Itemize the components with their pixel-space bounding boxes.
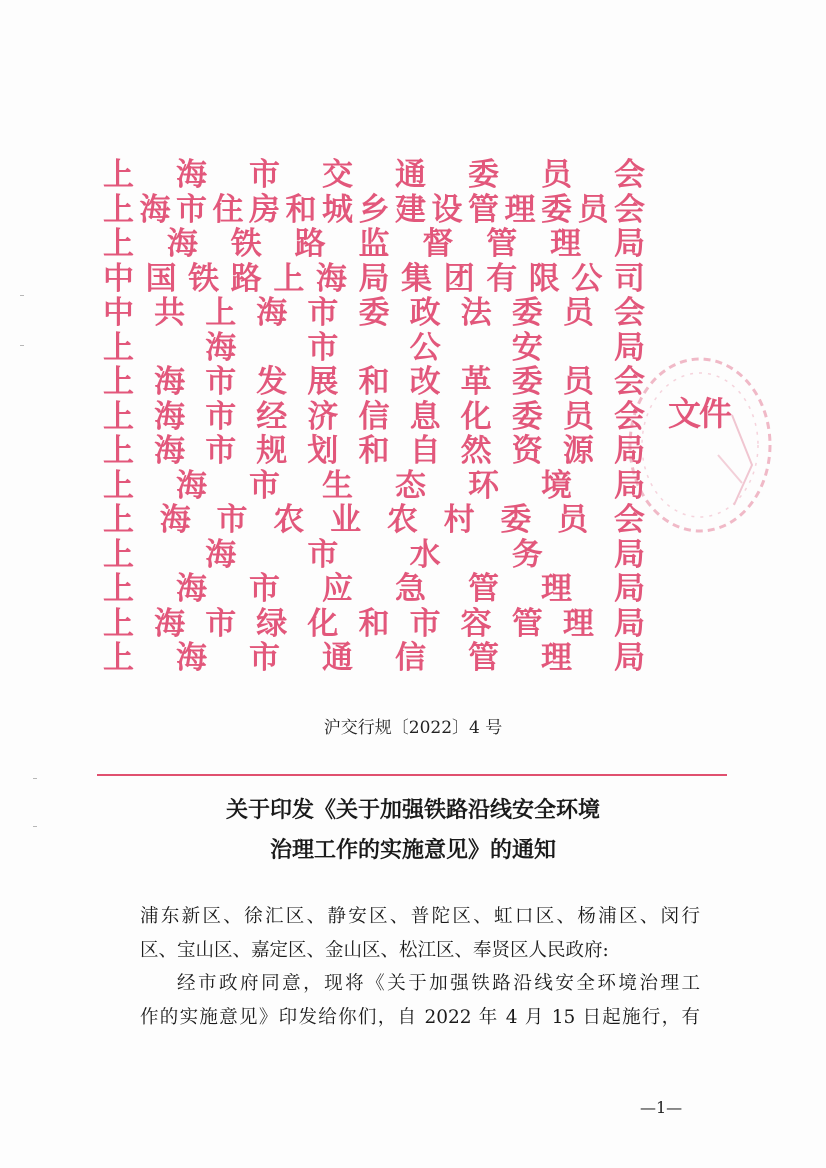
issuer-row <box>103 158 645 193</box>
issuer-char: 公 <box>409 329 441 366</box>
issuer-char: 源 <box>562 433 594 469</box>
issuer-char: 委 <box>511 364 543 400</box>
issuer-char: 市 <box>409 605 441 642</box>
issuer-char: 理 <box>541 640 572 676</box>
issuer-char: 水 <box>409 536 441 573</box>
issuer-char: 市 <box>249 640 280 676</box>
issuer-char: 市 <box>205 433 237 469</box>
issuer-char: 管 <box>511 605 543 642</box>
notice-body <box>140 900 700 1034</box>
issuer-char: 上 <box>103 605 134 642</box>
issuer-row <box>103 296 645 331</box>
issuer-row <box>103 641 645 676</box>
issuer-char: 市 <box>205 364 237 400</box>
issuer-char: 管 <box>486 226 518 262</box>
issuer-char: 划 <box>307 433 339 469</box>
issuer-char: 局 <box>614 226 645 262</box>
issuer-char: 生 <box>322 467 353 504</box>
issuer-char: 上 <box>103 571 134 607</box>
issuer-row <box>103 607 645 642</box>
issuer-char: 局 <box>613 329 645 366</box>
issuer-char: 海 <box>154 398 186 435</box>
issuer-char: 市 <box>307 295 339 331</box>
issuer-char: 化 <box>460 398 492 435</box>
issuer-char: 法 <box>460 295 492 331</box>
issuer-char: 绿 <box>256 605 288 642</box>
issuer-char: 上 <box>103 536 134 573</box>
issuer-char: 信 <box>358 398 390 435</box>
issuer-char: 市 <box>205 398 237 435</box>
issuer-char: 海 <box>159 502 191 538</box>
issuer-char: 委 <box>511 295 543 331</box>
issuer-char: 管 <box>468 640 499 676</box>
issuer-char: 理 <box>541 571 572 607</box>
scan-edge-mark <box>20 345 24 346</box>
issuer-char: 和 <box>285 191 317 228</box>
issuer-char: 展 <box>307 364 339 400</box>
notice-title <box>0 790 826 870</box>
issuer-char: 通 <box>322 640 353 676</box>
issuer-char: 督 <box>422 226 454 262</box>
issuer-char: 济 <box>307 398 339 435</box>
issuer-char: 员 <box>557 502 589 538</box>
issuer-char: 监 <box>358 226 390 262</box>
issuer-char: 理 <box>550 226 582 262</box>
issuer-char: 海 <box>176 157 207 193</box>
issuer-char: 环 <box>468 467 499 504</box>
issuer-char: 海 <box>154 364 186 400</box>
issuer-char: 局 <box>614 571 645 607</box>
issuer-char: 会 <box>614 157 645 193</box>
issuer-char: 市 <box>176 191 207 228</box>
red-divider <box>97 774 727 776</box>
issuer-char: 委 <box>468 157 499 193</box>
issuer-row <box>103 572 645 607</box>
issuer-char: 局 <box>613 433 645 469</box>
issuer-char: 集 <box>401 260 433 297</box>
issuer-char: 局 <box>358 260 390 297</box>
issuer-char: 海 <box>154 433 186 469</box>
issuer-char: 员 <box>562 364 594 400</box>
issuer-row <box>103 400 645 435</box>
document-number: 沪交行规〔2022〕4 号 <box>323 718 503 738</box>
issuer-char: 上 <box>103 502 134 538</box>
issuer-char: 海 <box>176 571 207 607</box>
issuer-char: 市 <box>307 536 339 573</box>
issuer-char: 政 <box>409 295 441 331</box>
issuer-char: 国 <box>145 260 177 297</box>
issuer-char: 会 <box>613 295 645 331</box>
issuer-row <box>103 262 645 297</box>
issuer-char: 市 <box>249 467 280 504</box>
issuer-char: 发 <box>256 364 288 400</box>
issuer-char: 管 <box>468 571 499 607</box>
issuer-char: 局 <box>614 467 645 504</box>
issuer-char: 务 <box>511 536 543 573</box>
issuer-char: 海 <box>315 260 347 297</box>
issuer-char: 会 <box>614 191 645 228</box>
issuer-char: 有 <box>486 260 518 297</box>
issuer-char: 局 <box>613 605 645 642</box>
issuer-char: 上 <box>103 398 134 435</box>
issuer-char: 海 <box>166 226 198 262</box>
issuer-row <box>103 503 645 538</box>
issuer-row <box>103 331 645 366</box>
issuer-char: 境 <box>541 467 572 504</box>
title-line-1: 关于印发《关于加强铁路沿线安全环境 <box>225 797 600 823</box>
issuer-char: 急 <box>395 571 426 607</box>
issuer-char: 上 <box>103 433 134 469</box>
issuer-char: 市 <box>205 605 237 642</box>
issuer-char: 市 <box>249 571 280 607</box>
issuer-char: 员 <box>577 191 609 228</box>
issuer-char: 上 <box>103 467 134 504</box>
issuer-row <box>103 538 645 573</box>
issuer-char: 化 <box>307 605 339 642</box>
issuer-char: 安 <box>511 329 543 366</box>
issuer-char: 上 <box>103 329 134 366</box>
issuer-char: 和 <box>358 433 390 469</box>
issuer-char: 城 <box>322 191 353 228</box>
issuer-char: 上 <box>103 364 134 400</box>
issuer-char: 经 <box>256 398 288 435</box>
issuer-char: 局 <box>613 536 645 573</box>
issuer-char: 和 <box>358 364 390 400</box>
body-line-4: 作的实施意见》印发给你们，自 2022 年 4 月 15 日起施行，有 <box>140 1006 700 1028</box>
issuer-row <box>103 434 645 469</box>
issuer-char: 容 <box>460 605 492 642</box>
issuer-char: 司 <box>613 260 645 297</box>
issuer-char: 理 <box>504 191 536 228</box>
issuer-char: 和 <box>358 605 390 642</box>
issuer-char: 通 <box>395 157 426 193</box>
issuer-char: 海 <box>139 191 171 228</box>
issuer-char: 然 <box>460 433 492 469</box>
issuer-char: 交 <box>322 157 353 193</box>
issuer-row <box>103 193 645 228</box>
issuer-char: 态 <box>395 467 426 504</box>
issuer-char: 会 <box>613 502 645 538</box>
issuer-char: 海 <box>205 329 237 366</box>
issuer-char: 市 <box>307 329 339 366</box>
issuer-row <box>103 227 645 262</box>
issuer-char: 房 <box>249 191 280 228</box>
issuer-char: 上 <box>103 191 134 228</box>
issuer-char: 住 <box>212 191 244 228</box>
issuer-char: 农 <box>273 502 305 538</box>
issuer-char: 海 <box>256 295 288 331</box>
issuer-char: 中 <box>103 260 134 297</box>
issuer-char: 乡 <box>358 191 390 228</box>
issuer-char: 会 <box>613 364 645 400</box>
body-line-2: 区、宝山区、嘉定区、金山区、松江区、奉贤区人民政府: <box>140 939 609 961</box>
issuer-char: 理 <box>562 605 594 642</box>
issuer-char: 革 <box>460 364 492 400</box>
issuing-authorities <box>103 158 645 676</box>
issuer-char: 息 <box>409 398 441 435</box>
scan-edge-mark <box>20 295 24 296</box>
issuer-char: 农 <box>386 502 418 538</box>
issuer-char: 员 <box>562 295 594 331</box>
issuer-char: 委 <box>500 502 532 538</box>
issuer-char: 市 <box>249 157 280 193</box>
issuer-char: 资 <box>511 433 543 469</box>
issuer-char: 上 <box>103 157 134 193</box>
scan-edge-mark <box>33 778 37 779</box>
issuer-char: 信 <box>395 640 426 676</box>
issuer-char: 业 <box>330 502 362 538</box>
issuer-char: 会 <box>613 398 645 435</box>
issuer-char: 海 <box>176 467 207 504</box>
issuer-char: 应 <box>322 571 353 607</box>
issuer-row <box>103 365 645 400</box>
issuer-char: 管 <box>468 191 499 228</box>
issuer-char: 公 <box>571 260 603 297</box>
issuer-char: 铁 <box>188 260 220 297</box>
scan-edge-mark <box>33 826 37 827</box>
issuer-char: 自 <box>409 433 441 469</box>
issuer-char: 路 <box>294 226 326 262</box>
issuer-char: 上 <box>205 295 237 331</box>
page-number: —1— <box>640 1098 683 1117</box>
issuer-char: 中 <box>103 295 134 331</box>
issuer-char: 设 <box>431 191 463 228</box>
body-line-1: 浦东新区、徐汇区、静安区、普陀区、虹口区、杨浦区、闵行 <box>140 906 700 927</box>
issuer-char: 海 <box>205 536 237 573</box>
issuer-char: 限 <box>528 260 560 297</box>
issuer-char: 员 <box>562 398 594 435</box>
issuer-row <box>103 469 645 504</box>
body-line-3: 经市政府同意，现将《关于加强铁路沿线安全环境治理工 <box>177 973 700 994</box>
issuer-char: 铁 <box>230 226 262 262</box>
issuer-char: 团 <box>443 260 475 297</box>
issuer-char: 上 <box>103 640 134 676</box>
issuer-char: 改 <box>409 364 441 400</box>
issuer-char: 规 <box>256 433 288 469</box>
issuer-char: 建 <box>395 191 426 228</box>
title-line-2: 治理工作的实施意见》的通知 <box>269 837 556 863</box>
issuer-char: 委 <box>511 398 543 435</box>
issuer-char: 委 <box>358 295 390 331</box>
issuer-char: 海 <box>154 605 186 642</box>
document-label: 文件 <box>668 394 730 433</box>
issuer-char: 上 <box>103 226 134 262</box>
issuer-char: 路 <box>230 260 262 297</box>
issuer-char: 市 <box>216 502 248 538</box>
issuer-char: 上 <box>273 260 305 297</box>
issuer-char: 员 <box>541 157 572 193</box>
issuer-char: 局 <box>614 640 645 676</box>
issuer-char: 村 <box>443 502 475 538</box>
issuer-char: 委 <box>541 191 572 228</box>
issuer-char: 共 <box>154 295 186 331</box>
issuer-char: 海 <box>176 640 207 676</box>
